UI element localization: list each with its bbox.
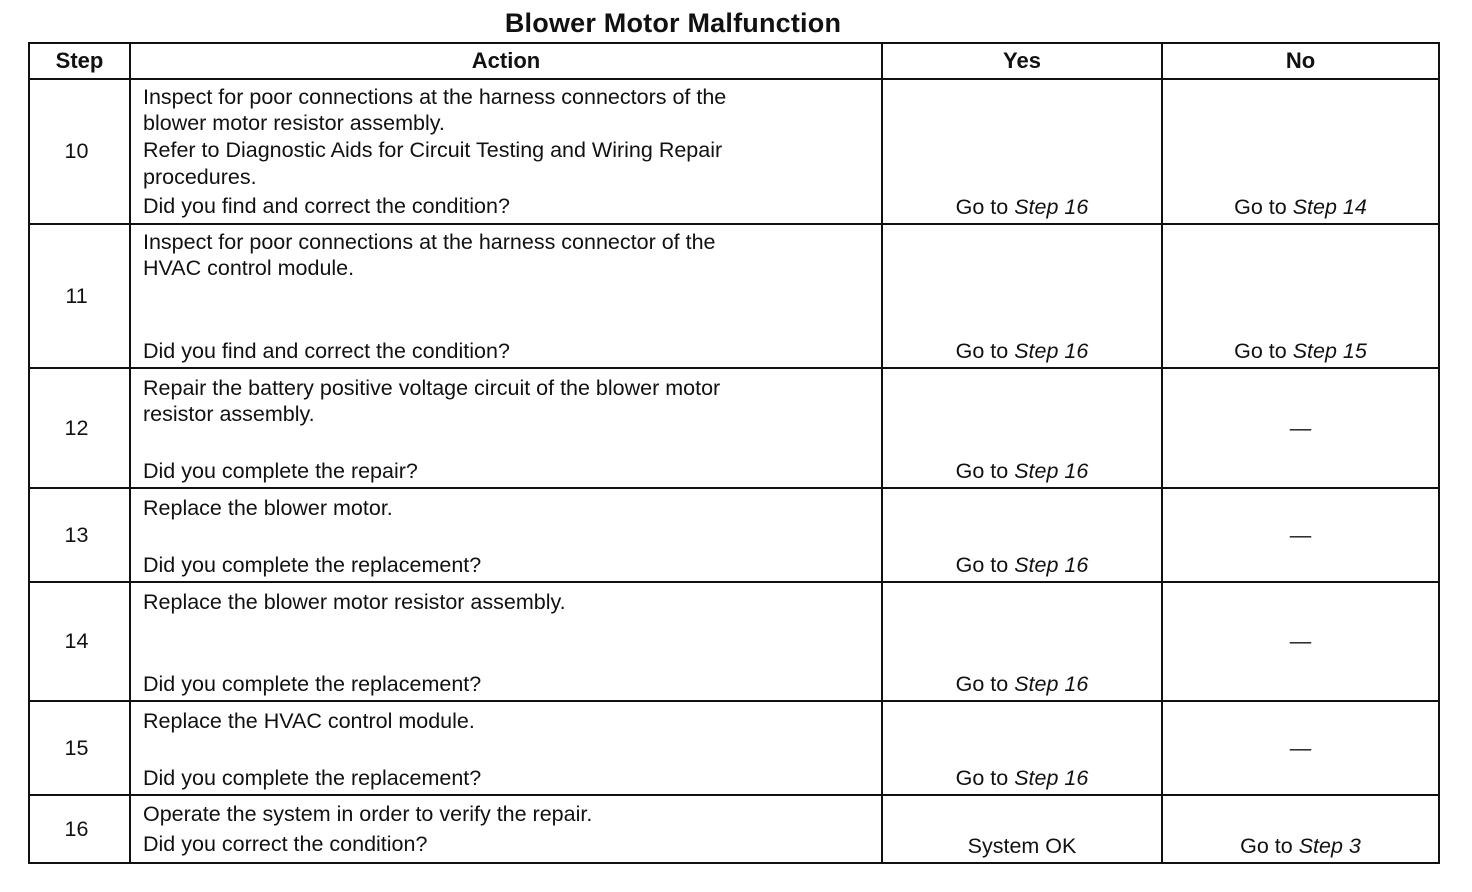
step-reference: Step 16	[1014, 766, 1089, 790]
column-header-yes: Yes	[882, 43, 1162, 79]
table-row	[29, 582, 1439, 701]
action-question: Did you complete the replacement?	[143, 672, 482, 696]
table-row	[29, 368, 1439, 488]
step-number: 10	[29, 79, 130, 224]
goto-prefix: Go to	[955, 195, 1009, 219]
action-cell	[130, 368, 882, 488]
system-ok-text: System OK	[967, 834, 1077, 858]
diagnostic-table	[28, 42, 1440, 864]
step-reference: Step 14	[1292, 195, 1367, 219]
action-text: procedures.	[143, 165, 257, 189]
action-question: Did you find and correct the condition?	[143, 194, 510, 218]
no-cell	[1162, 701, 1439, 795]
yes-cell	[882, 488, 1162, 582]
step-reference: Step 16	[1014, 553, 1089, 577]
page-title: Blower Motor Malfunction	[504, 8, 842, 38]
action-question: Did you complete the replacement?	[143, 553, 482, 577]
action-text: Inspect for poor connections at the harness connector of the	[143, 230, 716, 254]
action-text: blower motor resistor assembly.	[143, 111, 445, 135]
table-row	[29, 701, 1439, 795]
table-row	[29, 224, 1439, 368]
step-reference: Step 16	[1014, 672, 1089, 696]
table-row	[29, 488, 1439, 582]
goto-prefix: Go to	[1234, 195, 1287, 219]
action-text: Repair the battery positive voltage circuit of the blower motor	[143, 376, 721, 400]
action-cell	[130, 79, 882, 224]
action-text: HVAC control module.	[143, 256, 355, 280]
action-text: Replace the HVAC control module.	[143, 709, 475, 733]
action-cell	[130, 795, 882, 863]
no-cell	[1162, 79, 1439, 224]
goto-prefix: Go to	[955, 766, 1009, 790]
goto-prefix: Go to	[955, 339, 1009, 363]
step-reference: Step 16	[1014, 339, 1089, 363]
action-text: Replace the blower motor resistor assembly.	[143, 590, 566, 614]
step-reference: Step 16	[1014, 459, 1089, 483]
no-cell	[1162, 224, 1439, 368]
action-cell	[130, 701, 882, 795]
step-reference: Step 16	[1014, 195, 1089, 219]
column-header-no: No	[1162, 43, 1439, 79]
no-cell	[1162, 488, 1439, 582]
step-number: 12	[29, 368, 130, 488]
step-reference: Step 3	[1298, 834, 1361, 858]
step-number: 16	[29, 795, 130, 863]
step-reference: Step 15	[1292, 339, 1367, 363]
step-number: 14	[29, 582, 130, 701]
action-text: resistor assembly.	[143, 402, 315, 426]
action-text: Inspect for poor connections at the harness connectors of the	[143, 85, 727, 109]
no-cell	[1162, 582, 1439, 701]
goto-prefix: Go to	[1234, 339, 1287, 363]
goto-prefix: Go to	[955, 553, 1009, 577]
table-header-row	[29, 43, 1439, 79]
action-question: Did you complete the repair?	[143, 459, 418, 483]
yes-cell	[882, 368, 1162, 488]
action-cell	[130, 224, 882, 368]
no-cell	[1162, 368, 1439, 488]
table-row	[29, 79, 1439, 224]
dash-placeholder: —	[1289, 415, 1312, 440]
no-cell	[1162, 795, 1439, 863]
goto-prefix: Go to	[1240, 834, 1293, 858]
goto-prefix: Go to	[955, 672, 1009, 696]
column-header-step: Step	[29, 43, 130, 79]
action-text: Refer to Diagnostic Aids for Circuit Testing and Wiring Repair	[143, 138, 723, 162]
table-row	[29, 795, 1439, 863]
yes-cell	[882, 582, 1162, 701]
action-question: Did you correct the condition?	[143, 832, 428, 856]
yes-cell	[882, 224, 1162, 368]
step-number: 15	[29, 701, 130, 795]
yes-cell	[882, 795, 1162, 863]
action-question: Did you find and correct the condition?	[143, 339, 510, 363]
action-question: Did you complete the replacement?	[143, 766, 482, 790]
goto-prefix: Go to	[955, 459, 1009, 483]
yes-cell	[882, 79, 1162, 224]
dash-placeholder: —	[1289, 735, 1312, 760]
action-text: Operate the system in order to verify the repair.	[143, 802, 593, 826]
action-cell	[130, 582, 882, 701]
action-cell	[130, 488, 882, 582]
step-number: 11	[29, 224, 130, 368]
dash-placeholder: —	[1289, 522, 1312, 547]
action-text: Replace the blower motor.	[143, 496, 393, 520]
dash-placeholder: —	[1289, 629, 1312, 653]
step-number: 13	[29, 488, 130, 582]
yes-cell	[882, 701, 1162, 795]
column-header-action: Action	[130, 43, 882, 79]
